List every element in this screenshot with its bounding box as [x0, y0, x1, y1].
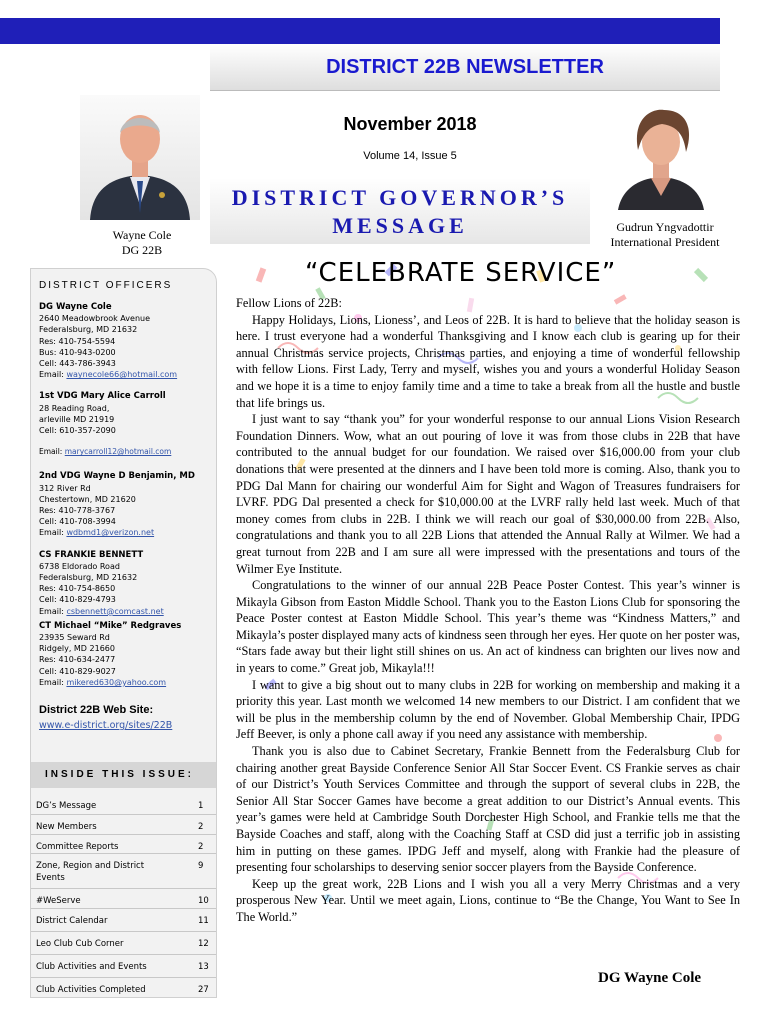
toc-page: 1 — [198, 801, 204, 811]
title-line: MESSAGE — [332, 213, 468, 238]
email-label: Email: — [39, 528, 67, 538]
toc-divider — [31, 977, 216, 978]
toc-page: 2 — [198, 822, 204, 832]
issue-date: November 2018 — [343, 114, 477, 134]
officer-email-line — [39, 369, 216, 380]
officer-line: 312 River Rd — [39, 483, 91, 493]
toc-label: Leo Club Cub Corner — [36, 939, 124, 949]
caption-name: Gudrun Yngvadottir — [616, 220, 714, 234]
email-link[interactable]: marycarroll12@hotmail.com — [64, 447, 172, 457]
officer-email-line — [39, 527, 216, 538]
officer-line: 28 Reading Road, — [39, 403, 110, 413]
email-label: Email: — [39, 606, 67, 616]
officer-line: Res: 410-634-2477 — [39, 655, 116, 665]
toc-label: Club Activities and Events — [36, 962, 147, 972]
wayne-cole-caption — [72, 228, 212, 258]
message-body — [236, 295, 740, 926]
officer-line: 23935 Seward Rd — [39, 633, 110, 643]
website-heading: District 22B Web Site: — [39, 704, 154, 717]
officer-name: CS FRANKIE BENNETT — [39, 549, 144, 560]
caption-name: Wayne Cole — [112, 228, 172, 242]
signature: DG Wayne Cole — [598, 970, 702, 986]
email-link[interactable]: wdbmd1@verizon.net — [66, 528, 155, 538]
officer-line: Bus: 410-943-0200 — [39, 347, 116, 357]
message-heading: “CELEBRATE SERVICE” — [305, 258, 617, 288]
officer-line: 2640 Meadowbrook Avenue — [39, 314, 151, 324]
paragraph: Happy Holidays, Lions, Lioness’, and Leos of 22B. It is hard to believe that the holiday season is here. I trust everyone had a wonderful Thanksgiving and I know each club is gearing up for their annual Christmas service projects, Christmas parties, and enjoying a time of wonderful fellowship with fellow Lions. First Lady, Terry and myself, wishes you and yours a wonderful Holiday Season and we hope it is a time to enjoy family time and a time to take a break from all the hustle and bustle that life brings us. — [236, 312, 740, 410]
toc-page: 2 — [198, 842, 204, 852]
website-link[interactable]: www.e-district.org/sites/22B — [39, 720, 173, 732]
governor-message-title — [210, 178, 590, 244]
email-label: Email: — [39, 447, 65, 457]
toc-label: #WeServe — [36, 896, 81, 906]
officer-line: Cell: 610-357-2090 — [39, 426, 116, 436]
inside-issue-heading-bar — [31, 762, 216, 788]
officer-block — [31, 471, 216, 538]
toc-label: Committee Reports — [36, 842, 119, 852]
toc-divider — [31, 853, 216, 854]
paragraph: Thank you is also due to Cabinet Secretary, Frankie Bennett from the Federalsburg Club for chairing another great Bayside Conference Senior All Star Soccer Event. CS Frankie serves as chair of our District’s Youth Services Committee and through the support of several clubs in 22B, the Senior All Star Soccer Games have become a great addition to our District’s Annual events. This year’s games were held at Cambridge South Dorchester High School, and Frankie tells me that the Bayside Coaches and staff, along with the Coaching Staff at CSD did just a terrific job in assisting him in putting on these games. IPDG Jeff and myself, along with Frankie had the pleasure of presenting four scholarships to deserving senior soccer players from the Bayside Conference. — [236, 744, 740, 875]
officer-line: Cell: 410-708-3994 — [39, 517, 116, 527]
toc-label: DG’s Message — [36, 801, 97, 811]
officers-heading: DISTRICT OFFICERS — [39, 280, 173, 291]
toc-divider — [31, 954, 216, 955]
toc-divider — [31, 908, 216, 909]
caption-title: International President — [610, 235, 720, 249]
officer-line: Cell: 410-829-4793 — [39, 595, 116, 605]
header-bar — [0, 18, 720, 44]
email-label: Email: — [39, 370, 67, 380]
toc-page: 27 — [198, 985, 209, 995]
officer-block — [31, 621, 216, 688]
officer-line: Federalsburg, MD 21632 — [39, 573, 138, 583]
officer-line: Res: 410-754-8650 — [39, 584, 116, 594]
officer-block — [31, 391, 216, 457]
email-link[interactable]: waynecole66@hotmail.com — [66, 370, 178, 380]
officer-line: Ridgely, MD 21660 — [39, 644, 115, 654]
newsletter-title-banner — [210, 44, 720, 91]
paragraph: I want to give a big shout out to many clubs in 22B for working on membership and making it a priority this year. Last month we welcomed 14 new members to our District. I am confident that we will be plus in the membership column by the end of November. Global Membership Chair, IPDG Jeff Beever, is only a phone call away if you need any assistance with membership. — [236, 677, 740, 742]
officer-line: Res: 410-754-5594 — [39, 336, 116, 346]
officer-name: 2nd VDG Wayne D Benjamin, MD — [39, 471, 195, 482]
officer-line: arleville MD 21919 — [39, 414, 115, 424]
toc-divider — [31, 888, 216, 889]
toc-divider — [31, 931, 216, 932]
officer-name: 1st VDG Mary Alice Carroll — [39, 391, 166, 402]
salutation: Fellow Lions of 22B: — [236, 296, 342, 310]
title-line: DISTRICT GOVERNOR’S — [231, 185, 569, 210]
toc-page: 10 — [198, 896, 209, 906]
officer-line: Res: 410-778-3767 — [39, 506, 116, 516]
officer-line: Chestertown, MD 21620 — [39, 494, 136, 504]
gudrun-yngvadottir-photo — [604, 100, 719, 210]
email-label: Email: — [39, 677, 67, 687]
email-link[interactable]: mikered630@yahoo.com — [66, 677, 167, 687]
toc-page: 13 — [198, 962, 209, 972]
toc-page: 12 — [198, 939, 209, 949]
volume-issue: Volume 14, Issue 5 — [363, 150, 457, 162]
officer-line: 6738 Eldorado Road — [39, 561, 120, 571]
toc-label: New Members — [36, 822, 97, 832]
paragraph: Congratulations to the winner of our annual 22B Peace Poster Contest. This year’s winner is Mikayla Gibson from Easton Middle School. Thank you to the Easton Lions Club for sponsoring the Peace Poster contest at Easton Middle School. This year’s theme was “Kindness Matters,” and Mikayla’s poster displayed many acts of kindness seen through her eyes. Her quote on her poster was, “Stars fade away but their light still shines on us. An act of kindness can brighten our lives now and in years to come.” Great job, Mikayla!!! — [236, 578, 740, 676]
inside-issue-heading: INSIDE THIS ISSUE: — [45, 769, 195, 780]
officer-line: Federalsburg, MD 21632 — [39, 325, 138, 335]
sidebar — [30, 268, 217, 998]
newsletter-title: DISTRICT 22B NEWSLETTER — [326, 56, 604, 78]
toc-label: Club Activities Completed — [36, 985, 146, 995]
paragraph: I just want to say “thank you” for your wonderful response to our annual Lions Vision Research Foundation Dinners. Wow, what an out pouring of love it was from those clubs in 22B that have contributed to the annual budget for our foundation. We raised over $16,000.00 from your club donations that were presented at the dinners and I have been told more is coming. Also, thank you to PDG Dal Mann for chairing our wonderful Aim for Sight and Wagon of Treasures fundraisers for LVRF. PDG Dal presented a check for $10,000.00 at the LVRF rally held last week. Much of that money comes from clubs in 22B. I think we will reach our goal of $30,000.00 from 22B. Also, congratulations and thank you to all 22B Lions that attended the Annual Rally at Wilmer. We had a great turnout from 22B and I am sure all were impressed with the presentations and tours of the Wilmer Eye Institute. — [236, 412, 740, 576]
toc-page: 9 — [198, 861, 204, 871]
gudrun-caption — [595, 220, 735, 250]
officer-line: Cell: 410-829-9027 — [39, 666, 116, 676]
officer-block — [31, 302, 216, 380]
officer-name: DG Wayne Cole — [39, 302, 112, 312]
toc-divider — [31, 814, 216, 815]
officer-name: CT Michael “Mike” Redgraves — [39, 620, 182, 631]
officer-line: Cell: 443-786-3943 — [39, 359, 116, 369]
toc-label: Zone, Region and District Events — [36, 861, 145, 883]
toc-label: District Calendar — [36, 916, 108, 926]
wayne-cole-photo — [80, 95, 200, 220]
caption-title: DG 22B — [121, 243, 163, 257]
toc-page: 11 — [198, 916, 209, 926]
email-link[interactable]: csbennett@comcast.net — [66, 606, 164, 616]
toc-divider — [31, 834, 216, 835]
officer-block — [31, 550, 216, 617]
officer-email-line — [39, 606, 216, 617]
officer-email-line — [39, 446, 216, 457]
paragraph: Keep up the great work, 22B Lions and I wish you all a very Merry Christmas and a very prosperous New Year. Until we meet again, Lions, continue to “Be the Change, You Want to See In The World.” — [236, 876, 740, 924]
officer-email-line — [39, 677, 216, 688]
